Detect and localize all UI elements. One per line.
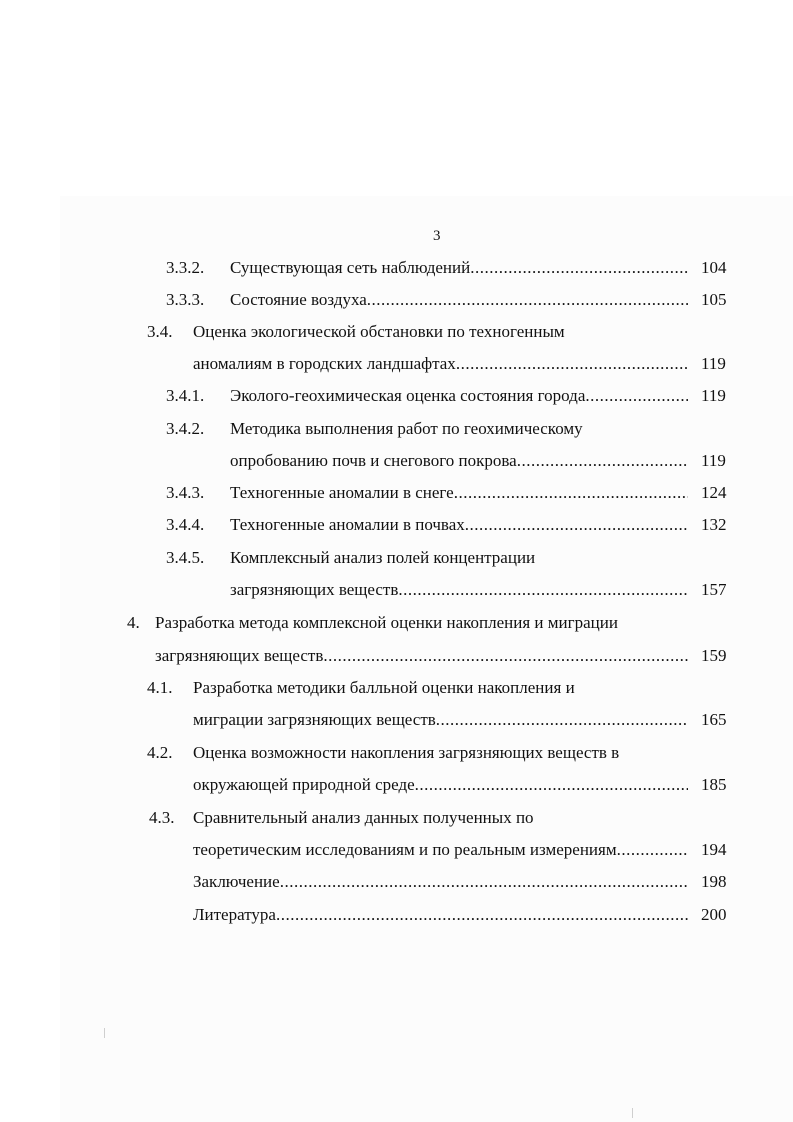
toc-entry-page: 124	[701, 483, 727, 502]
toc-entry-title: Существующая сеть наблюдений .....	[230, 256, 688, 280]
dot-leader	[398, 578, 688, 602]
toc-entry-title: Методика выполнения работ по геохимическому	[230, 419, 583, 438]
toc-entry-page: 105	[701, 290, 727, 309]
toc-entry-title: окружающей природной среде .....	[193, 773, 688, 797]
toc-entry-page: 119	[701, 451, 726, 470]
toc-entry-number: 4.1.	[147, 678, 173, 697]
toc-entry	[0, 320, 793, 344]
dot-leader	[456, 352, 688, 376]
toc-entry-continuation	[0, 773, 793, 797]
toc-entry	[0, 481, 793, 505]
toc-entry-number: 4.	[127, 613, 140, 632]
toc-entry-number: 3.4.5.	[166, 548, 205, 567]
toc-entry-page: 165	[701, 710, 727, 729]
toc-entry-title: миграции загрязняющих веществ .....	[193, 708, 688, 732]
toc-entry-title: Состояние воздуха .....	[230, 288, 688, 312]
toc-entry	[0, 256, 793, 280]
toc-entry-title: Литература .....	[193, 903, 688, 927]
toc-entry-title: аномалиям в городских ландшафтах .....	[193, 352, 688, 376]
toc-entry-page: 194	[701, 840, 727, 859]
toc-entry-page: 104	[701, 258, 727, 277]
toc-entry-number: 3.4.1.	[166, 386, 205, 405]
dot-leader	[276, 903, 688, 927]
toc-entry-continuation	[0, 838, 793, 862]
toc-entry-number: 3.3.2.	[166, 258, 205, 277]
toc-entry-number: 3.4.	[147, 322, 173, 341]
toc-entry-continuation	[0, 708, 793, 732]
toc-entry	[0, 384, 793, 408]
toc-entry	[0, 417, 793, 441]
toc-entry-number: 3.4.3.	[166, 483, 205, 502]
toc-entry-page: 157	[701, 580, 727, 599]
toc-entry-title: Заключение .....	[193, 870, 688, 894]
dot-leader	[454, 481, 688, 505]
toc-entry-title: теоретическим исследованиям и по реальным измерениям .....	[193, 838, 688, 862]
dot-leader	[323, 644, 688, 668]
toc-entry-title: Разработка методики балльной оценки накопления и	[193, 678, 575, 697]
toc-entry-number: 3.4.4.	[166, 515, 205, 534]
dot-leader	[585, 384, 688, 408]
toc-entry-continuation	[0, 578, 793, 602]
toc-entry	[0, 611, 793, 635]
toc-entry	[0, 288, 793, 312]
toc-entry-page: 119	[701, 386, 726, 405]
toc-entry-title: Сравнительный анализ данных полученных по	[193, 808, 534, 827]
toc-entry-title: Оценка возможности накопления загрязняющих веществ в	[193, 743, 620, 762]
dot-leader	[517, 449, 688, 473]
toc-entry-conclusion	[0, 870, 793, 894]
toc-entry-title: Комплексный анализ полей концентрации	[230, 548, 536, 567]
toc-entry-page: 185	[701, 775, 727, 794]
toc-entry-continuation	[0, 352, 793, 376]
toc-entry-references	[0, 903, 793, 927]
toc-entry-continuation	[0, 644, 793, 668]
toc-entry-title: опробованию почв и снегового покрова .....	[230, 449, 688, 473]
toc-entry	[0, 806, 793, 830]
dot-leader	[617, 838, 688, 862]
toc-entry-page: 198	[701, 872, 727, 891]
toc-entry	[0, 546, 793, 570]
toc-entry-page: 159	[701, 646, 727, 665]
toc-entry-number: 4.2.	[147, 743, 173, 762]
scan-artifact	[632, 1108, 633, 1118]
toc-entry-page: 132	[701, 515, 727, 534]
dot-leader	[415, 773, 688, 797]
toc-entry-number: 3.4.2.	[166, 419, 205, 438]
dot-leader	[465, 513, 688, 537]
toc-entry-continuation	[0, 449, 793, 473]
dot-leader	[367, 288, 688, 312]
dot-leader	[280, 870, 688, 894]
toc-entry	[0, 741, 793, 765]
toc-entry-title: Техногенные аномалии в снеге .....	[230, 481, 688, 505]
toc-entry-number: 4.3.	[149, 808, 175, 827]
toc-entry-title: Эколого-геохимическая оценка состояния города .....	[230, 384, 688, 408]
toc-entry-number: 3.3.3.	[166, 290, 205, 309]
page-number: 3	[433, 228, 441, 244]
toc-entry-title: загрязняющих веществ .....	[230, 578, 688, 602]
scan-artifact	[104, 1028, 105, 1038]
toc-entry-page: 200	[701, 905, 727, 924]
toc-entry-title: Техногенные аномалии в почвах .....	[230, 513, 688, 537]
toc-entry	[0, 676, 793, 700]
toc-entry-page: 119	[701, 354, 726, 373]
dot-leader	[436, 708, 688, 732]
toc-entry-title: Разработка метода комплексной оценки накопления и миграции	[155, 613, 618, 632]
dot-leader	[470, 256, 688, 280]
toc-entry	[0, 513, 793, 537]
toc-entry-title: Оценка экологической обстановки по техногенным	[193, 322, 565, 341]
toc-entry-title: загрязняющих веществ .....	[155, 644, 688, 668]
